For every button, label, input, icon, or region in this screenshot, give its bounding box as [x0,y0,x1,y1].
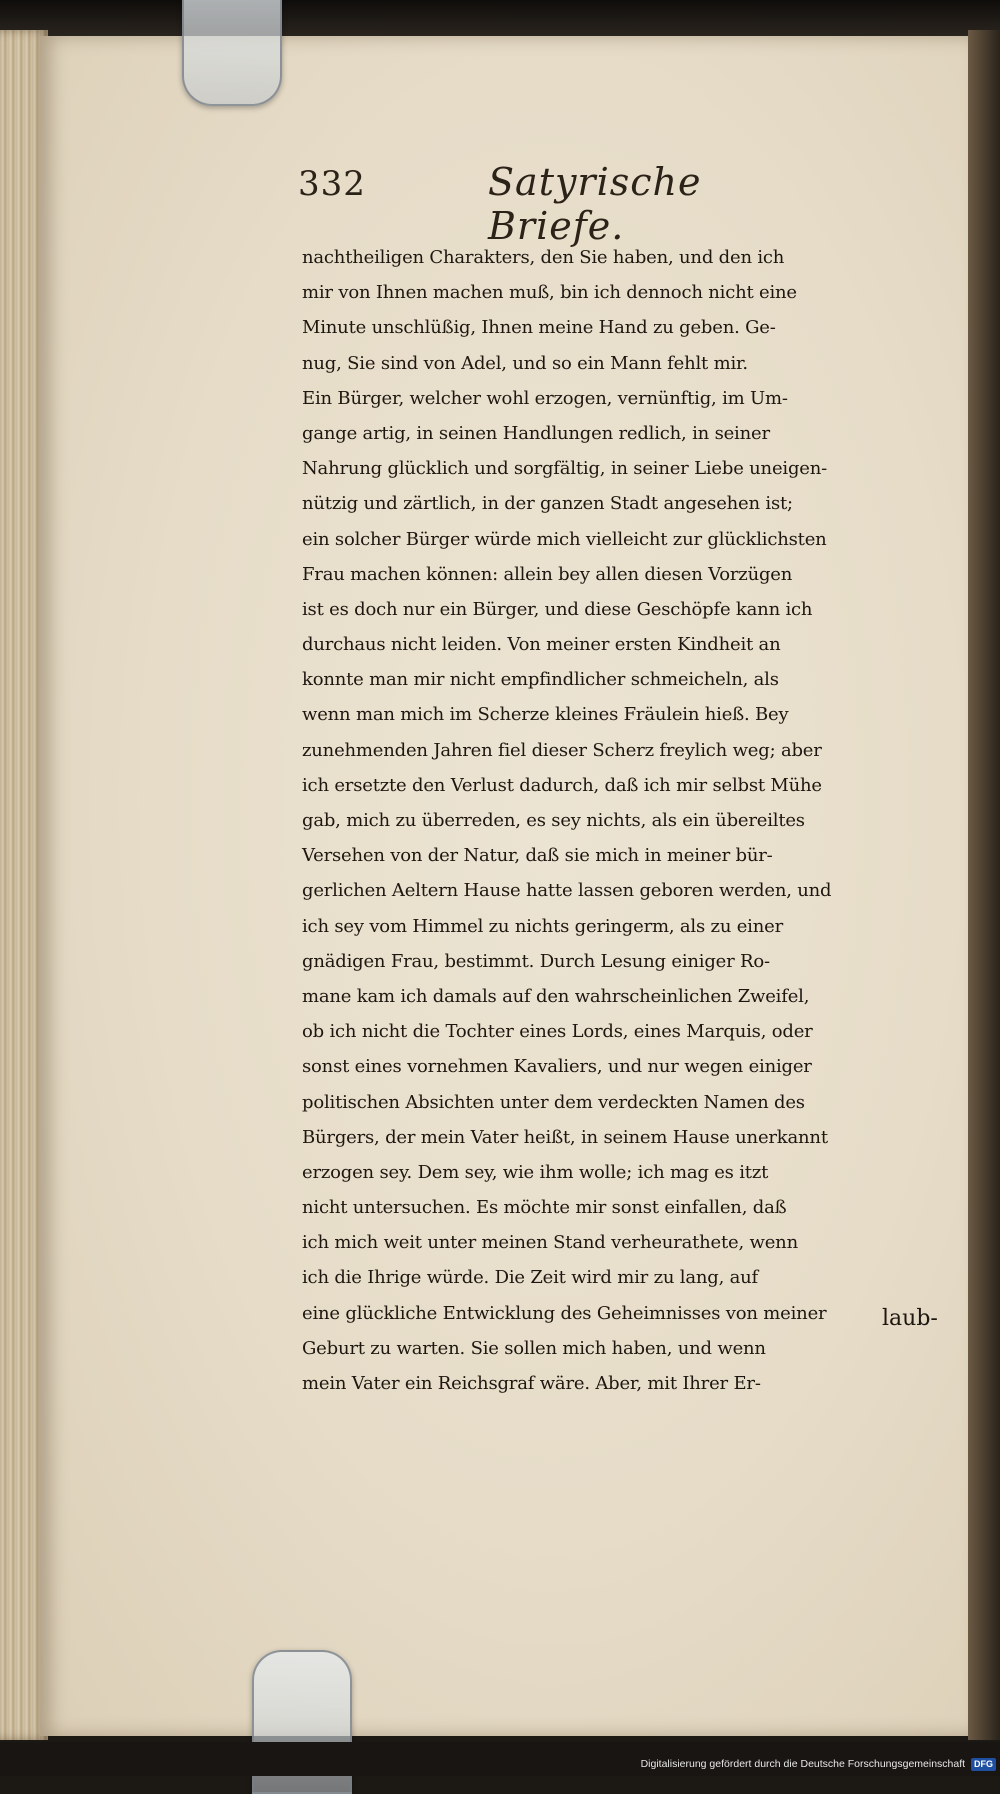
dfg-logo: DFG [971,1758,996,1771]
text-line: ob ich nicht die Tochter eines Lords, eines Marquis, oder [302,1021,813,1043]
text-line: Nahrung glücklich und sorgfältig, in seiner Liebe uneigen- [302,458,828,480]
text-line: konnte man mir nicht empfindlicher schmeicheln, als [302,669,779,691]
body-text [302,240,938,1401]
text-line: zunehmenden Jahren fiel dieser Scherz freylich weg; aber [302,739,822,761]
text-line: ich sey vom Himmel zu nichts geringerm, als zu einer [302,915,783,937]
text-line: mir von Ihnen machen muß, bin ich dennoch nicht eine [302,282,797,304]
text-line: politischen Absichten unter dem verdeckten Namen des [302,1091,805,1113]
catchword: laub- [882,1306,938,1331]
text-line: eine glückliche Entwicklung des Geheimnisses von meiner [302,1302,827,1324]
text-line: mane kam ich damals auf den wahrscheinlichen Zweifel, [302,985,810,1007]
book-clip-top [182,0,282,106]
running-head [298,160,758,248]
text-line: gnädigen Frau, bestimmt. Durch Lesung einiger Ro- [302,950,770,972]
text-line: Geburt zu warten. Sie sollen mich haben, und wenn [302,1337,766,1359]
digitization-credit [620,1758,996,1774]
text-line: Versehen von der Natur, daß sie mich in meiner bür- [302,845,773,867]
text-line: Ein Bürger, welcher wohl erzogen, vernünftig, im Um- [302,387,788,409]
page-number: 332 [298,164,366,204]
text-line: sonst eines vornehmen Kavaliers, und nur wegen einiger [302,1056,812,1078]
credit-text: Digitalisierung gefördert durch die Deutsche Forschungsgemeinschaft [640,1758,966,1770]
text-line: nug, Sie sind von Adel, und so ein Mann fehlt mir. [302,352,748,374]
text-line: Frau machen können: allein bey allen diesen Vorzügen [302,563,793,585]
text-line: gange artig, in seinen Handlungen redlich, in seiner [302,422,770,444]
text-line: ist es doch nur ein Bürger, und diese Geschöpfe kann ich [302,598,813,620]
text-line: ich ersetzte den Verlust dadurch, daß ich mir selbst Mühe [302,774,822,796]
text-line: Minute unschlüßig, Ihnen meine Hand zu geben. Ge- [302,317,776,339]
text-line: ich die Ihrige würde. Die Zeit wird mir zu lang, auf [302,1267,759,1289]
text-line: nachtheiligen Charakters, den Sie haben, und den ich [302,247,785,268]
text-line: ein solcher Bürger würde mich vielleicht zur glücklichsten [302,528,827,550]
text-line: mein Vater ein Reichsgraf wäre. Aber, mit Ihrer Er- [302,1373,761,1394]
text-line: durchaus nicht leiden. Von meiner ersten Kindheit an [302,634,781,656]
text-line: gerlichen Aeltern Hause hatte lassen geboren werden, und [302,880,832,902]
page-gutter-shadow [968,30,1000,1740]
text-line: erzogen sey. Dem sey, wie ihm wolle; ich mag es itzt [302,1161,769,1183]
text-line: nützig und zärtlich, in der ganzen Stadt angesehen ist; [302,493,793,515]
header-title: Satyrische Briefe. [488,160,702,248]
scan-top-border [0,0,1000,36]
text-line: ich mich weit unter meinen Stand verheurathete, wenn [302,1232,798,1254]
text-line: Bürgers, der mein Vater heißt, in seinem Hause unerkannt [302,1126,828,1148]
text-line: gab, mich zu überreden, es sey nichts, als ein übereiltes [302,810,805,831]
text-line: nicht untersuchen. Es möchte mir sonst einfallen, daß [302,1197,787,1219]
text-line: wenn man mich im Scherze kleines Fräulein hieß. Bey [302,704,789,726]
